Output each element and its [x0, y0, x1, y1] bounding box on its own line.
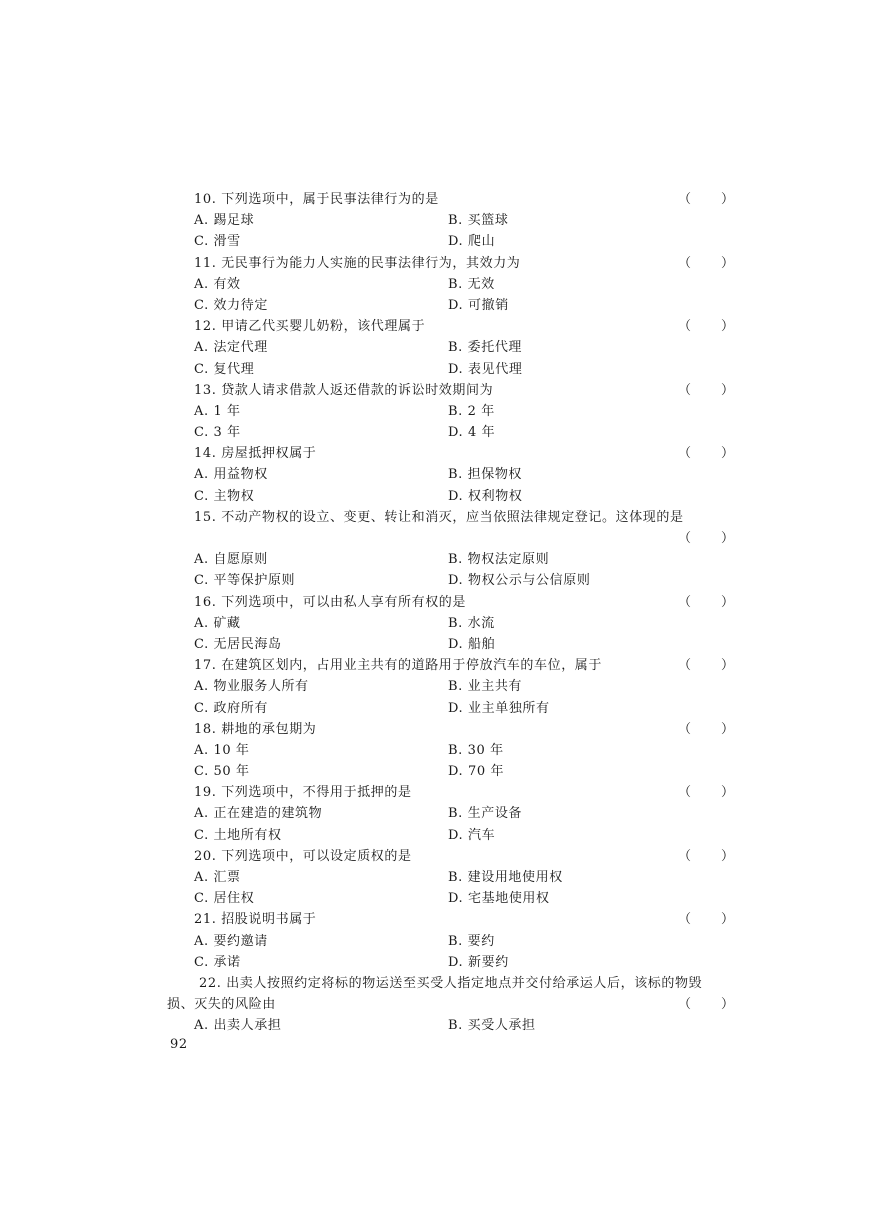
option-item: A. 用益物权 — [194, 467, 268, 483]
option-item: A. 出卖人承担 — [194, 1018, 282, 1034]
answer-bracket — [678, 316, 734, 337]
option-row — [0, 676, 869, 697]
option-item: C. 主物权 — [194, 488, 255, 504]
question-stem-row — [0, 782, 869, 803]
option-row — [0, 740, 869, 761]
answer-bracket-open: （ — [678, 658, 692, 674]
answer-bracket-close: ） — [721, 594, 735, 610]
answer-bracket — [678, 994, 734, 1015]
option-item: C. 居住权 — [194, 891, 255, 907]
option-item: D. 爬山 — [448, 234, 496, 250]
option-row — [0, 867, 869, 888]
answer-bracket-close: ） — [721, 382, 735, 398]
option-row — [0, 613, 869, 634]
question-stem-row — [0, 507, 869, 528]
answer-bracket-open: （ — [678, 446, 692, 462]
answer-bracket-close: ） — [721, 192, 735, 207]
option-item: B. 建设用地使用权 — [448, 870, 563, 885]
option-item: B. 业主共有 — [448, 679, 523, 695]
option-item: D. 业主单独所有 — [448, 700, 550, 716]
answer-bracket-open: （ — [678, 721, 692, 737]
question-stem: 12. 甲请乙代买婴儿奶粉，该代理属于 — [194, 319, 426, 335]
option-item: C. 效力待定 — [194, 297, 268, 313]
option-item: C. 3 年 — [194, 425, 241, 441]
question-stem: 16. 下列选项中，可以由私人享有所有权的是 — [194, 594, 467, 610]
answer-bracket-row — [0, 528, 869, 549]
option-item: B. 委托代理 — [448, 340, 523, 356]
question-stem: 14. 房屋抵押权属于 — [194, 446, 317, 462]
question-stem: 损、灭失的风险由 — [167, 997, 276, 1013]
option-item: A. 汇票 — [194, 870, 241, 885]
answer-bracket — [678, 592, 734, 613]
answer-bracket — [678, 782, 734, 803]
answer-bracket-close: ） — [721, 785, 735, 801]
option-item: A. 法定代理 — [194, 340, 268, 356]
question-stem-row — [0, 189, 869, 210]
question-stem: 21. 招股说明书属于 — [194, 912, 317, 928]
option-item: D. 宅基地使用权 — [448, 891, 550, 907]
question-stem-row — [0, 973, 869, 994]
option-row — [0, 825, 869, 846]
answer-bracket — [678, 528, 734, 549]
question-stem-continuation — [0, 994, 869, 1015]
answer-bracket — [678, 253, 734, 274]
option-row — [0, 486, 869, 507]
option-item: B. 要约 — [448, 933, 495, 949]
option-row — [0, 698, 869, 719]
option-item: B. 买篮球 — [448, 213, 509, 229]
question-stem: 13. 贷款人请求借款人返还借款的诉讼时效期间为 — [194, 382, 494, 398]
answer-bracket-open: （ — [678, 382, 692, 398]
option-row — [0, 337, 869, 358]
answer-bracket-close: ） — [721, 658, 735, 674]
question-list — [0, 189, 869, 1037]
option-item: D. 权利物权 — [448, 488, 523, 504]
option-item: A. 1 年 — [194, 403, 241, 419]
answer-bracket — [678, 443, 734, 464]
option-item: B. 买受人承担 — [448, 1018, 536, 1034]
question-stem: 15. 不动产物权的设立、变更、转让和消灭，应当依照法律规定登记。这体现的是 — [194, 509, 684, 525]
option-row — [0, 295, 869, 316]
answer-bracket-close: ） — [721, 721, 735, 737]
answer-bracket-close: ） — [721, 531, 735, 546]
question-stem: 20. 下列选项中，可以设定质权的是 — [194, 848, 412, 864]
option-item: C. 承诺 — [194, 954, 241, 970]
option-row — [0, 464, 869, 485]
option-item: D. 新要约 — [448, 954, 509, 970]
answer-bracket-close: ） — [721, 319, 735, 335]
option-row — [0, 888, 869, 909]
answer-bracket-open: （ — [678, 912, 692, 928]
answer-bracket-close: ） — [721, 997, 735, 1013]
option-item: C. 无居民海岛 — [194, 636, 282, 652]
option-item: C. 土地所有权 — [194, 827, 282, 843]
option-row — [0, 761, 869, 782]
option-item: A. 正在建造的建筑物 — [194, 806, 323, 822]
question-stem: 18. 耕地的承包期为 — [194, 721, 317, 737]
answer-bracket — [678, 189, 734, 210]
option-item: B. 水流 — [448, 615, 495, 631]
option-item: A. 要约邀请 — [194, 933, 268, 949]
question-stem-row — [0, 443, 869, 464]
option-row — [0, 401, 869, 422]
option-item: C. 滑雪 — [194, 234, 241, 250]
option-item: C. 50 年 — [194, 764, 250, 780]
option-item: D. 可撤销 — [448, 297, 509, 313]
option-item: D. 船舶 — [448, 636, 496, 652]
option-item: C. 政府所有 — [194, 700, 268, 716]
question-stem-row — [0, 592, 869, 613]
option-item: D. 汽车 — [448, 827, 496, 843]
answer-bracket-close: ） — [721, 848, 735, 864]
answer-bracket — [678, 719, 734, 740]
option-item: D. 4 年 — [448, 425, 496, 441]
option-item: A. 物业服务人所有 — [194, 679, 309, 695]
option-item: A. 矿藏 — [194, 615, 241, 631]
option-row — [0, 931, 869, 952]
option-row — [0, 634, 869, 655]
question-stem-row — [0, 380, 869, 401]
question-stem: 11. 无民事行为能力人实施的民事法律行为，其效力为 — [194, 255, 521, 271]
option-item: A. 踢足球 — [194, 213, 255, 229]
option-row — [0, 549, 869, 570]
answer-bracket-open: （ — [678, 594, 692, 610]
option-item: D. 物权公示与公信原则 — [448, 573, 591, 589]
answer-bracket — [678, 655, 734, 676]
answer-bracket-close: ） — [721, 255, 735, 271]
answer-bracket-close: ） — [721, 912, 735, 928]
answer-bracket — [678, 909, 734, 930]
option-row — [0, 570, 869, 591]
option-row — [0, 210, 869, 231]
option-item: B. 无效 — [448, 276, 495, 292]
answer-bracket-open: （ — [678, 848, 692, 864]
answer-bracket-open: （ — [678, 997, 692, 1013]
answer-bracket-open: （ — [678, 255, 692, 271]
option-item: D. 表见代理 — [448, 361, 523, 377]
option-item: C. 平等保护原则 — [194, 573, 296, 589]
question-stem: 22. 出卖人按照约定将标的物运送至买受人指定地点并交付给承运人后，该标的物毁 — [199, 975, 703, 991]
option-row — [0, 274, 869, 295]
answer-bracket-open: （ — [678, 319, 692, 335]
option-row — [0, 359, 869, 380]
option-item: C. 复代理 — [194, 361, 255, 377]
option-item: A. 自愿原则 — [194, 552, 268, 568]
option-row — [0, 1015, 869, 1036]
question-stem-row — [0, 719, 869, 740]
question-stem-row — [0, 316, 869, 337]
answer-bracket-open: （ — [678, 192, 692, 207]
option-item: B. 担保物权 — [448, 467, 523, 483]
option-item: B. 物权法定原则 — [448, 552, 550, 568]
question-stem: 19. 下列选项中，不得用于抵押的是 — [194, 785, 412, 801]
option-item: A. 10 年 — [194, 742, 250, 758]
option-row — [0, 952, 869, 973]
option-item: B. 生产设备 — [448, 806, 523, 822]
question-stem-row — [0, 253, 869, 274]
page-number: 92 — [170, 1037, 188, 1052]
question-stem-row — [0, 909, 869, 930]
answer-bracket-open: （ — [678, 785, 692, 801]
answer-bracket — [678, 846, 734, 867]
question-stem-row — [0, 846, 869, 867]
answer-bracket-close: ） — [721, 446, 735, 462]
option-item: A. 有效 — [194, 276, 241, 292]
option-row — [0, 231, 869, 252]
answer-bracket-open: （ — [678, 531, 692, 546]
option-row — [0, 422, 869, 443]
option-item: D. 70 年 — [448, 764, 505, 780]
answer-bracket — [678, 380, 734, 401]
option-item: B. 30 年 — [448, 742, 504, 758]
question-stem: 10. 下列选项中，属于民事法律行为的是 — [194, 192, 439, 207]
question-stem-row — [0, 655, 869, 676]
option-item: B. 2 年 — [448, 403, 495, 419]
option-row — [0, 803, 869, 824]
question-stem: 17. 在建筑区划内，占用业主共有的道路用于停放汽车的车位，属于 — [194, 658, 603, 674]
